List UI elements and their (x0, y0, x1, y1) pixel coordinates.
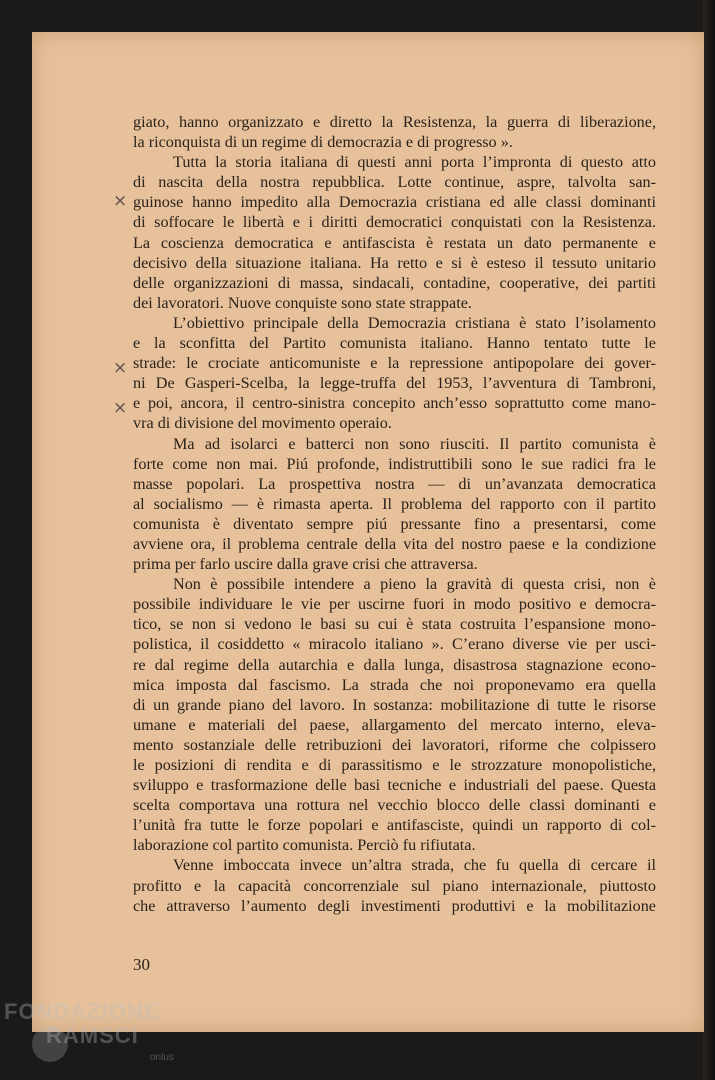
text-line: di soffocare le libertà e i diritti democratici conquistati con la Resistenza. (133, 213, 656, 232)
text-line: strade: le crociate anticomuniste e la repressione antipopolare dei gover- (133, 354, 656, 373)
text-line: Ma ad isolarci e batterci non sono riusciti. Il partito comunista è (173, 434, 656, 453)
page-number: 30 (133, 955, 150, 974)
text-line: delle organizzazioni di massa, sindacali, contadine, cooperative, dei partiti (133, 273, 656, 292)
text-line: scelta comportava una rottura nel vecchio blocco delle classi dominanti e (133, 796, 656, 815)
text-line: e poi, ancora, il centro-sinistra concepito anch’esso soprattutto come mano- (133, 394, 656, 413)
text-line: comunista è diventato sempre piú pressante fino a presentarsi, come (133, 514, 656, 533)
text-line: le posizioni di rendita e di parassitismo e le strozzature monopolistiche, (133, 756, 656, 774)
text-line: di un grande piano del lavoro. In sostanza: mobilitazione di tutte le risorse (133, 695, 656, 714)
text-line: la riconquista di un regime di democrazia e di progresso ». (133, 133, 513, 152)
text-line: giato, hanno organizzato e diretto la Resistenza, la guerra di liberazione, (133, 113, 656, 131)
watermark-line1: FONDAZIONE (4, 999, 160, 1024)
text-line: L’obiettivo principale della Democrazia cristiana è stato l’isolamento (173, 313, 656, 332)
text-line: prima per farlo uscire dalla grave crisi che attraversa. (133, 555, 478, 574)
text-line: di nascita della nostra repubblica. Lotte continue, aspre, talvolta san- (133, 173, 656, 192)
text-line: profitto e la capacità concorrenziale sul piano internazionale, piuttosto (133, 876, 656, 895)
text-line: dei lavoratori. Nuove conquiste sono state strappate. (133, 293, 472, 312)
text-line: Non è possibile intendere a pieno la gravità di questa crisi, non è (173, 575, 656, 594)
text-line: al socialismo — è rimasta aperta. Il problema del rapporto con il partito (133, 494, 656, 513)
text-line: possibile individuare le vie per uscirne fuori in modo positivo e democra- (133, 595, 656, 614)
margin-mark-icon: × (113, 398, 128, 418)
text-line: vra di divisione del movimento operaio. (133, 414, 392, 433)
text-line: guinose hanno impedito alla Democrazia cristiana ed alle classi dominanti (133, 193, 656, 212)
text-line: masse popolari. La prospettiva nostra — di un’avanzata democratica (133, 474, 656, 493)
watermark-suffix: onlus (150, 1052, 174, 1063)
text-line: e la sconfitta del Partito comunista italiano. Hanno tentato tutte le (133, 334, 656, 353)
margin-mark-icon: × (113, 191, 128, 211)
text-line: mica imposta dal fascismo. La strada che noi proponevamo era quella (133, 675, 656, 694)
text-line: sviluppo e trasformazione delle basi tecniche e industriali del paese. Questa (133, 776, 656, 795)
text-line: mento sostanziale delle retribuzioni dei lavoratori, riforme che colpissero (133, 735, 656, 754)
text-line: Venne imboccata invece un’altra strada, che fu quella di cercare il (173, 856, 656, 875)
text-line: Tutta la storia italiana di questi anni porta l’impronta di questo atto (173, 153, 656, 172)
watermark-line2: RAMSCI (46, 1023, 139, 1048)
book-spine (703, 0, 715, 1080)
text-line: La coscienza democratica e antifascista è restata un dato permanente e (133, 233, 656, 252)
text-line: l’unità fra tutte le forze popolari e antifasciste, quindi un rapporto di col- (133, 816, 656, 835)
text-line: polistica, il cosiddetto « miracolo italiano ». C’erano diverse vie per usci- (133, 635, 656, 654)
text-line: decisivo della situazione italiana. Ha retto e si è esteso il tessuto unitario (133, 253, 656, 272)
margin-mark-icon: × (113, 358, 128, 378)
text-line: tico, se non si vedono le basi su cui è stata costruita l’espansione mono- (133, 615, 656, 634)
body-text (133, 112, 656, 916)
watermark-circle-icon (32, 1026, 68, 1062)
text-line: umane e materiali del paese, allargamento del mercato interno, eleva- (133, 715, 656, 734)
text-line: forte come non mai. Piú profonde, indistruttibili sono le sue radici fra le (133, 454, 656, 473)
text-line: ni De Gasperi-Scelba, la legge-truffa del 1953, l’avventura di Tambroni, (133, 374, 656, 393)
text-line: avviene ora, il problema centrale della vita del nostro paese e la condizione (133, 534, 656, 553)
text-line: che attraverso l’aumento degli investimenti produttivi e la mobilitazione (133, 896, 656, 915)
watermark-logo (4, 999, 174, 1063)
text-line: re dal regime della autarchia e dalla lunga, disastrosa stagnazione econo- (133, 655, 656, 674)
text-line: laborazione col partito comunista. Perciò fu rifiutata. (133, 836, 476, 855)
